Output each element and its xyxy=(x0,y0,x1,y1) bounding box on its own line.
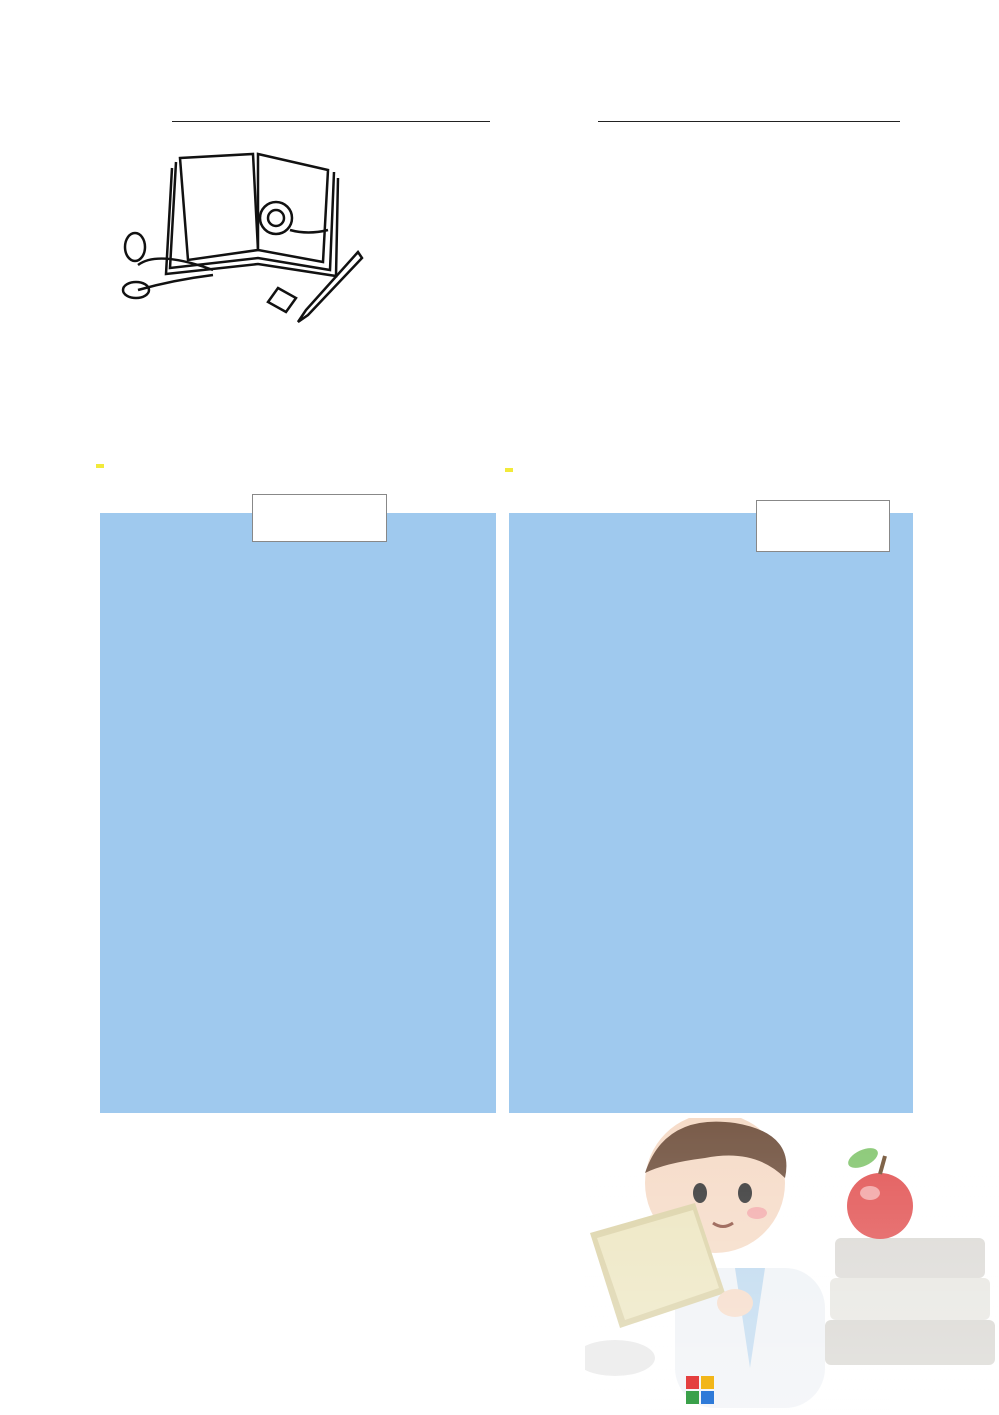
graph2-plot xyxy=(509,513,913,1113)
liveworksheets-logo-icon xyxy=(686,1376,714,1404)
graph1-plot xyxy=(100,513,496,1113)
graph1-answer-box[interactable] xyxy=(252,494,387,542)
graph2-title xyxy=(505,468,513,472)
graph1-title xyxy=(96,464,104,468)
date-field[interactable] xyxy=(598,121,900,122)
reading-boy-illustration xyxy=(585,1118,999,1415)
name-field[interactable] xyxy=(172,121,490,122)
stationery-illustration xyxy=(118,140,368,330)
graph2-answer-box[interactable] xyxy=(756,500,890,552)
